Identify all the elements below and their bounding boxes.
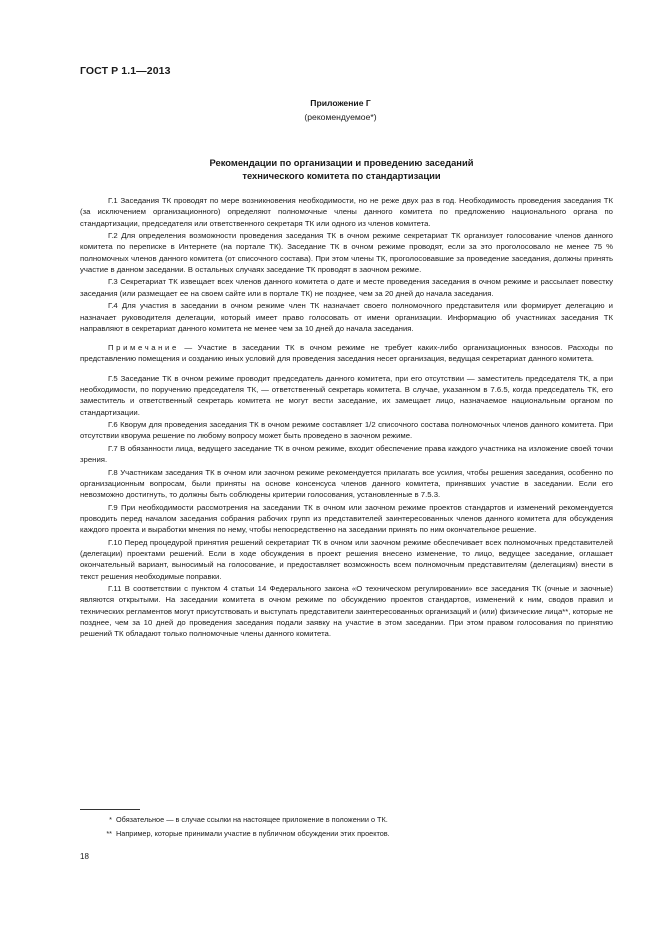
paragraph-g8: Г.8 Участникам заседания ТК в очном или заочном режиме рекомендуется прилагать все усилия, чтобы решения заседания, особенно по организационным вопросам, были приняты на основе консенсуса членов данного комитета, принявших участие в заседании. Если его невозможно достигнуть, то должны быть соблюдены критерии голосования, установленные в 7.5.3. [80,467,613,500]
footnote-mark: ** [106,829,112,838]
paragraph-g3: Г.3 Секретариат ТК извещает всех членов данного комитета о дате и месте проведения заседания в очном режиме и рассылает повестку заседания (или размещает ее на своем сайте или в портале ТК) не позднее, чем за 20 дней до начала заседания. [80,277,613,298]
paragraph-g5: Г.5 Заседание ТК в очном режиме проводит председатель данного комитета, при его отсутствии — заместитель председателя ТК, а при необходимости, по поручению председателя ТК, — ответственный секретарь комитета. В случае, указанном в 7.6.5, когда председатель ТК, его заместитель и ответственный секретарь комитета не могут вести заседание, их замещает лицо, назначаемое национальным органом по стандартизации. [80,373,613,417]
paragraph-g11: Г.11 В соответствии с пунктом 4 статьи 14 Федерального закона «О техническом регулировании» все заседания ТК (очные и заочные) являются открытыми. На заседании комитета в очном режиме по обсуждению проектов стандартов, изменений к ним, сводов правил и технических регламентов могут присутствовать и выступать представители заинтересованных организаций и (или) физические лица**, которые не позднее, чем за 10 дней до проведения заседания подали заявку на участие в этом заседании. При этом правом голосования по принятию решений ТК обладают только полномочные члены данного комитета. [80,584,613,639]
annex-title: Приложение Г [310,98,371,108]
footnote-item [80,813,613,827]
standard-header: ГОСТ Р 1.1—2013 [80,65,171,77]
paragraph-g10: Г.10 Перед процедурой принятия решений секретариат ТК в очном или заочном режиме обеспечивает всех полномочных представителей (делегации) проектами решений. Если в ходе обсуждения в проект решения внесено изменение, то лицо, ведущее заседание, оглашает окончательный вариант, выносимый на голосование, и предоставляет возможность всем полномочным представителям (делегациям) внести в текст решения необходимые поправки. [80,537,613,581]
footnote-item [80,827,613,841]
note-label: Примечание [108,343,179,353]
paragraph-g1: Г.1 Заседания ТК проводят по мере возникновения необходимости, но не реже двух раз в год. Необходимость проведения заседания ТК (за исключением организационного) определяют полномочные члены данного комитета по предложению национального органа по стандартизации, председателя или ответственного секретаря ТК или одного из членов комитета. [80,196,613,228]
note-paragraph [80,342,613,365]
annex-heading [0,96,661,124]
paragraph-g9: Г.9 При необходимости рассмотрения на заседании ТК в очном или заочном режиме проектов стандартов и изменений рекомендуется проводить перед началом заседания собрания рабочих групп из представителей заинтересованных членов данного комитета для обсуждения каждого проекта и выработки мнения по нему, чтобы непосредственно на заседании принять по ним окончательное решение. [80,502,613,535]
footnote-divider [80,809,140,810]
footnote-text: Например, которые принимали участие в публичном обсуждении этих проектов. [116,829,390,838]
footnote-text: Обязательное — в случае ссылки на настоящее приложение в положении о ТК. [116,815,388,824]
section-title [0,156,661,182]
footnote-mark: * [109,815,112,824]
paragraph-g7: Г.7 В обязанности лица, ведущего заседание ТК в очном режиме, входит обеспечение права каждого участника на изложение своей точки зрения. [80,443,613,465]
footnotes [80,813,613,841]
section-title-line-2: технического комитета по стандартизации [242,170,441,181]
paragraph-g2: Г.2 Для определения возможности проведения заседания ТК в очном режиме секретариат ТК организует голосование членов данного комитета по переписке в Интернете (на портале ТК). Заседание ТК в очном режиме проводят, если за это проголосовало не менее 75 % полномочных членов данного комитета (от списочного состава). При этом члены ТК, проголосовавшие за проведение заседания, должны принять участие в данном заседании. В остальных случаях заседание ТК проводят в заочном режиме. [80,231,613,274]
note-text: — Участие в заседании ТК в очном режиме не требует каких-либо организационных взносов. Расходы по представлению помещения и созданию иных условий для проведения заседания несет организация, ведущая секретариат данного комитета. [80,343,613,364]
paragraph-g6: Г.6 Кворум для проведения заседания ТК в очном режиме составляет 1/2 списочного состава полномочных членов данного комитета. При отсутствии кворума решение по любому вопросу может быть проведено в заочном режиме. [80,420,613,441]
section-title-line-1: Рекомендации по организации и проведению заседаний [209,157,474,168]
paragraph-g4: Г.4 Для участия в заседании в очном режиме член ТК назначает своего полномочного представителя или формирует делегацию и назначает руководителя делегации, который имеет право голосовать от имени организации. Информацию об участниках заседания ТК направляют в секретариат данного комитета не менее чем за 10 дней до начала заседания. [80,301,613,333]
annex-status: (рекомендуемое*) [304,112,377,122]
page-number: 18 [80,852,89,861]
document-body [80,195,613,641]
